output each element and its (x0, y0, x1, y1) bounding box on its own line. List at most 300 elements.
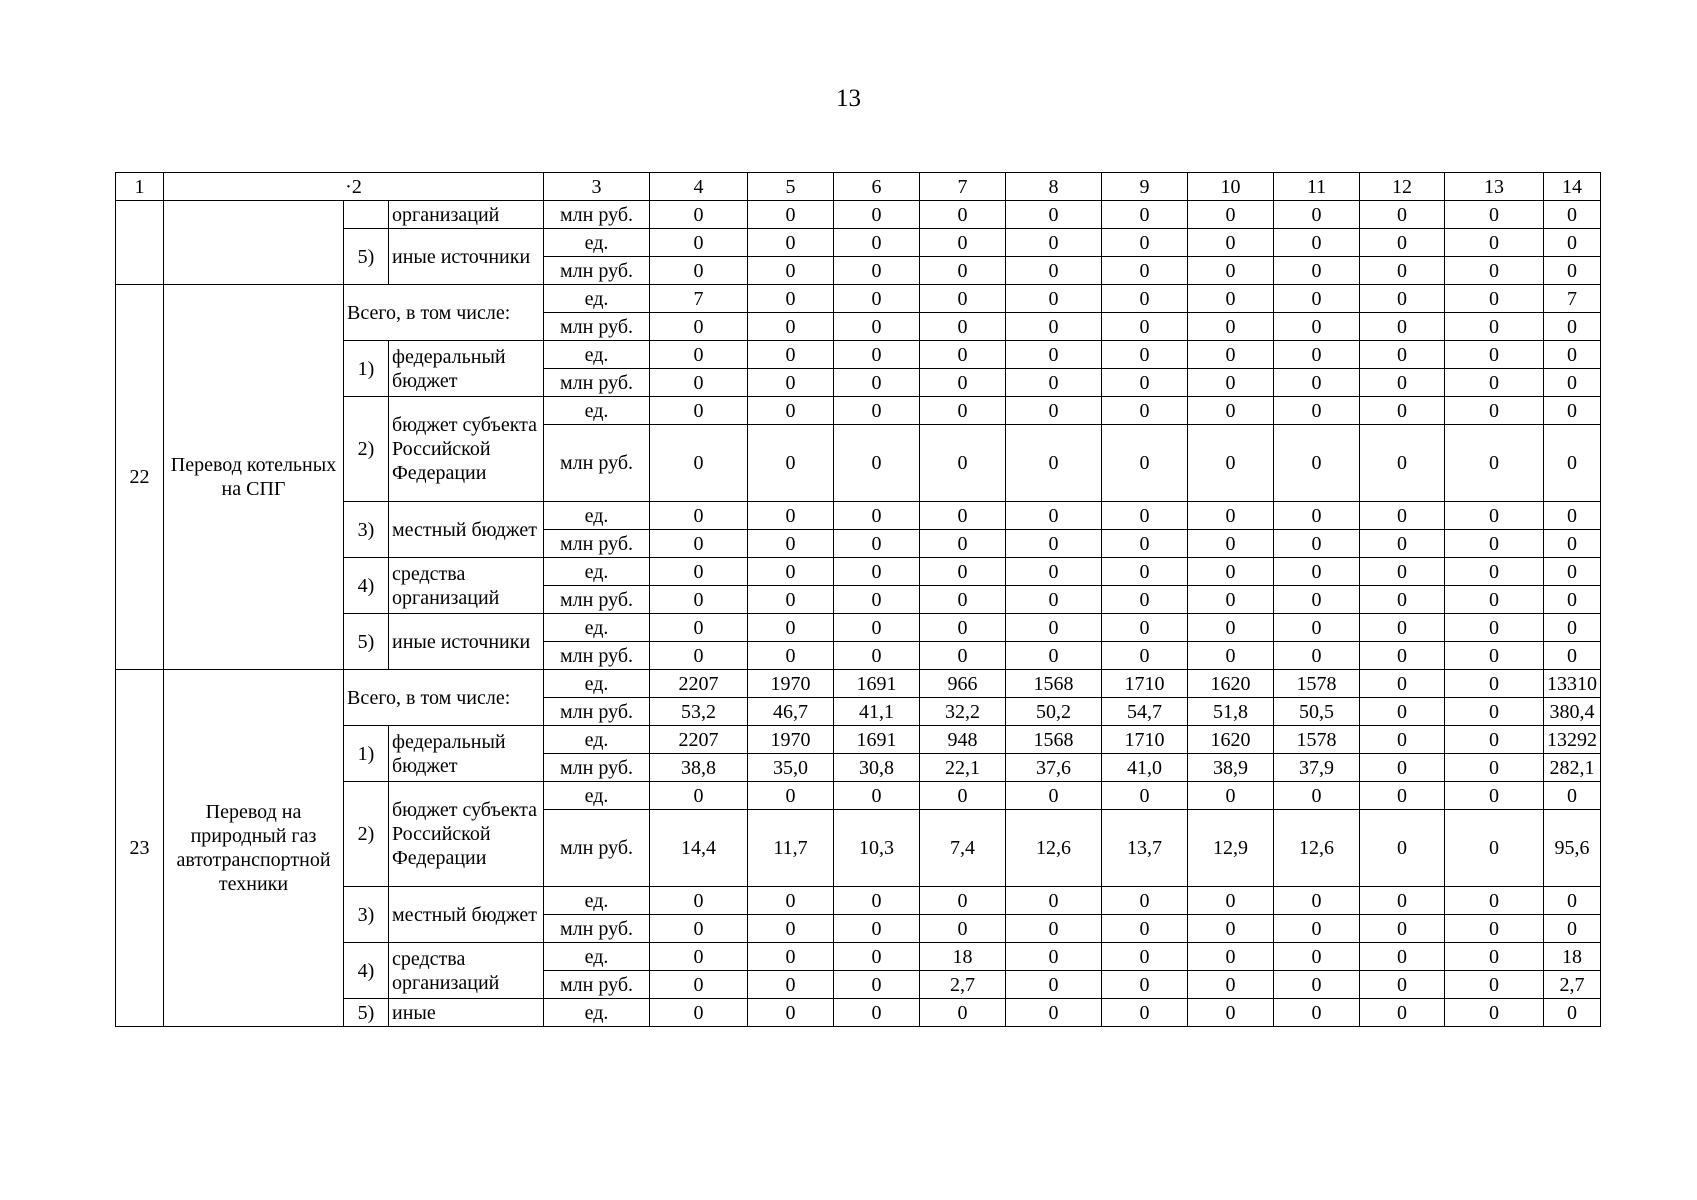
value-cell: 0 (1544, 586, 1601, 614)
value-cell: 0 (1445, 810, 1544, 887)
value-cell: 0 (650, 971, 748, 999)
value-cell: 0 (834, 341, 920, 369)
value-cell: 948 (920, 726, 1006, 754)
value-cell: 0 (1360, 530, 1445, 558)
row-number-cell: 23 (116, 670, 164, 1027)
unit-cell: ед. (544, 614, 650, 642)
value-cell: 1710 (1102, 670, 1188, 698)
unit-cell: млн руб. (544, 698, 650, 726)
value-cell: 0 (1360, 313, 1445, 341)
source-name-cell: организаций (389, 201, 544, 229)
value-cell: 0 (1360, 369, 1445, 397)
column-header: 4 (650, 173, 748, 201)
value-cell: 0 (1274, 201, 1360, 229)
value-cell: 0 (1006, 887, 1102, 915)
value-cell: 0 (1274, 558, 1360, 586)
value-cell: 0 (1006, 229, 1102, 257)
value-cell: 0 (650, 915, 748, 943)
value-cell: 0 (1102, 586, 1188, 614)
value-cell: 0 (920, 397, 1006, 425)
value-cell: 0 (834, 642, 920, 670)
column-header: ·2 (164, 173, 544, 201)
value-cell: 38,9 (1188, 754, 1274, 782)
value-cell: 0 (834, 229, 920, 257)
table-row (116, 285, 1601, 313)
value-cell: 0 (920, 586, 1006, 614)
value-cell: 0 (834, 971, 920, 999)
value-cell: 0 (1544, 782, 1601, 810)
value-cell: 0 (650, 642, 748, 670)
value-cell: 0 (1544, 642, 1601, 670)
value-cell: 0 (650, 614, 748, 642)
value-cell: 0 (1445, 229, 1544, 257)
value-cell: 0 (1360, 425, 1445, 502)
value-cell: 0 (748, 971, 834, 999)
header-row (116, 173, 1601, 201)
value-cell: 1578 (1274, 726, 1360, 754)
total-label-cell: Всего, в том числе: (344, 670, 544, 726)
value-cell: 0 (834, 887, 920, 915)
source-number-cell: 1) (344, 341, 389, 397)
value-cell: 0 (748, 229, 834, 257)
value-cell: 0 (920, 313, 1006, 341)
value-cell: 0 (1360, 502, 1445, 530)
value-cell: 0 (1544, 425, 1601, 502)
value-cell: 41,1 (834, 698, 920, 726)
value-cell: 0 (1544, 614, 1601, 642)
value-cell: 1568 (1006, 670, 1102, 698)
value-cell: 0 (1360, 999, 1445, 1027)
column-header: 11 (1274, 173, 1360, 201)
value-cell: 0 (1544, 229, 1601, 257)
value-cell: 0 (834, 915, 920, 943)
row-number-cell: 22 (116, 285, 164, 670)
value-cell: 0 (1274, 425, 1360, 502)
source-name-cell: иные источники (389, 229, 544, 285)
value-cell: 0 (1102, 341, 1188, 369)
value-cell: 0 (1006, 782, 1102, 810)
value-cell: 0 (834, 530, 920, 558)
unit-cell: млн руб. (544, 915, 650, 943)
column-header: 12 (1360, 173, 1445, 201)
value-cell: 0 (834, 586, 920, 614)
value-cell: 0 (1102, 369, 1188, 397)
value-cell: 14,4 (650, 810, 748, 887)
value-cell: 0 (1445, 425, 1544, 502)
value-cell: 0 (1360, 754, 1445, 782)
unit-cell: ед. (544, 999, 650, 1027)
source-name-cell: федеральный бюджет (389, 726, 544, 782)
unit-cell: млн руб. (544, 530, 650, 558)
value-cell: 0 (1544, 257, 1601, 285)
value-cell: 7,4 (920, 810, 1006, 887)
value-cell: 2207 (650, 726, 748, 754)
value-cell: 0 (1544, 397, 1601, 425)
value-cell: 0 (1544, 502, 1601, 530)
value-cell: 18 (1544, 943, 1601, 971)
value-cell: 0 (1544, 201, 1601, 229)
value-cell: 0 (920, 558, 1006, 586)
value-cell: 0 (1102, 999, 1188, 1027)
value-cell: 0 (1274, 614, 1360, 642)
value-cell: 0 (920, 642, 1006, 670)
value-cell: 0 (1006, 586, 1102, 614)
column-header: 8 (1006, 173, 1102, 201)
value-cell: 0 (920, 887, 1006, 915)
value-cell: 0 (1274, 257, 1360, 285)
value-cell: 0 (1445, 530, 1544, 558)
column-header: 5 (748, 173, 834, 201)
value-cell: 0 (1360, 642, 1445, 670)
value-cell: 0 (920, 999, 1006, 1027)
value-cell: 0 (834, 425, 920, 502)
table-row (116, 201, 1601, 229)
value-cell: 0 (1102, 943, 1188, 971)
value-cell: 1568 (1006, 726, 1102, 754)
value-cell: 0 (748, 502, 834, 530)
value-cell: 0 (1006, 558, 1102, 586)
value-cell: 53,2 (650, 698, 748, 726)
page-number: 13 (836, 85, 861, 112)
value-cell: 13310 (1544, 670, 1601, 698)
value-cell: 0 (1544, 558, 1601, 586)
value-cell: 0 (1360, 285, 1445, 313)
value-cell: 0 (1274, 313, 1360, 341)
source-name-cell: бюджет субъекта Российской Федерации (389, 782, 544, 887)
unit-cell: млн руб. (544, 425, 650, 502)
value-cell: 0 (920, 285, 1006, 313)
value-cell: 0 (1102, 530, 1188, 558)
value-cell: 0 (650, 502, 748, 530)
value-cell: 0 (1006, 614, 1102, 642)
source-name-cell: федеральный бюджет (389, 341, 544, 397)
value-cell: 50,2 (1006, 698, 1102, 726)
value-cell: 380,4 (1544, 698, 1601, 726)
value-cell: 0 (1445, 642, 1544, 670)
unit-cell: ед. (544, 341, 650, 369)
value-cell: 2207 (650, 670, 748, 698)
value-cell: 12,6 (1274, 810, 1360, 887)
value-cell: 0 (650, 257, 748, 285)
value-cell: 0 (650, 341, 748, 369)
value-cell: 0 (1188, 971, 1274, 999)
value-cell: 0 (1188, 642, 1274, 670)
value-cell: 0 (920, 341, 1006, 369)
value-cell: 0 (650, 530, 748, 558)
value-cell: 0 (834, 201, 920, 229)
unit-cell: ед. (544, 782, 650, 810)
unit-cell: млн руб. (544, 754, 650, 782)
unit-cell: млн руб. (544, 369, 650, 397)
value-cell: 0 (1544, 341, 1601, 369)
unit-cell: млн руб. (544, 201, 650, 229)
value-cell: 0 (1544, 313, 1601, 341)
value-cell: 0 (748, 341, 834, 369)
value-cell: 0 (1274, 887, 1360, 915)
value-cell: 0 (834, 397, 920, 425)
value-cell: 0 (1274, 369, 1360, 397)
value-cell: 12,9 (1188, 810, 1274, 887)
value-cell: 0 (650, 313, 748, 341)
source-number-cell: 3) (344, 887, 389, 943)
value-cell: 0 (920, 201, 1006, 229)
value-cell: 0 (920, 229, 1006, 257)
value-cell: 95,6 (1544, 810, 1601, 887)
source-name-cell: средства организаций (389, 558, 544, 614)
value-cell: 10,3 (834, 810, 920, 887)
value-cell: 0 (1360, 887, 1445, 915)
value-cell: 7 (1544, 285, 1601, 313)
value-cell: 0 (834, 257, 920, 285)
unit-cell: млн руб. (544, 810, 650, 887)
unit-cell: млн руб. (544, 642, 650, 670)
value-cell: 0 (1006, 642, 1102, 670)
value-cell: 0 (834, 313, 920, 341)
column-header: 13 (1445, 173, 1544, 201)
value-cell: 0 (1188, 614, 1274, 642)
value-cell: 0 (1445, 558, 1544, 586)
value-cell: 0 (1102, 915, 1188, 943)
value-cell: 0 (748, 425, 834, 502)
value-cell: 1970 (748, 670, 834, 698)
value-cell: 0 (650, 943, 748, 971)
unit-cell: млн руб. (544, 586, 650, 614)
value-cell: 18 (920, 943, 1006, 971)
value-cell: 0 (748, 201, 834, 229)
value-cell: 0 (1006, 313, 1102, 341)
value-cell: 0 (1274, 397, 1360, 425)
value-cell: 0 (1274, 943, 1360, 971)
value-cell: 1578 (1274, 670, 1360, 698)
unit-cell: ед. (544, 558, 650, 586)
value-cell: 0 (1102, 887, 1188, 915)
value-cell: 0 (748, 313, 834, 341)
value-cell: 0 (1445, 257, 1544, 285)
source-number-cell: 5) (344, 614, 389, 670)
value-cell: 0 (1360, 586, 1445, 614)
value-cell: 0 (1360, 257, 1445, 285)
value-cell: 0 (1274, 999, 1360, 1027)
column-header: 3 (544, 173, 650, 201)
value-cell: 0 (1274, 502, 1360, 530)
value-cell: 2,7 (1544, 971, 1601, 999)
value-cell: 0 (1274, 586, 1360, 614)
value-cell: 0 (1445, 313, 1544, 341)
unit-cell: ед. (544, 397, 650, 425)
value-cell: 0 (1445, 201, 1544, 229)
value-cell: 0 (1274, 915, 1360, 943)
value-cell: 0 (748, 257, 834, 285)
value-cell: 0 (1274, 341, 1360, 369)
value-cell: 0 (1188, 229, 1274, 257)
source-name-cell: иные (389, 999, 544, 1027)
value-cell: 0 (1445, 369, 1544, 397)
value-cell: 0 (1188, 530, 1274, 558)
unit-cell: млн руб. (544, 313, 650, 341)
source-name-cell: местный бюджет (389, 502, 544, 558)
value-cell: 0 (1188, 999, 1274, 1027)
value-cell: 51,8 (1188, 698, 1274, 726)
value-cell: 0 (748, 915, 834, 943)
unit-cell: ед. (544, 943, 650, 971)
value-cell: 0 (1360, 915, 1445, 943)
value-cell: 41,0 (1102, 754, 1188, 782)
source-name-cell: средства организаций (389, 943, 544, 999)
table-row (116, 670, 1601, 698)
value-cell: 0 (834, 285, 920, 313)
value-cell: 0 (1544, 999, 1601, 1027)
unit-cell: ед. (544, 285, 650, 313)
unit-cell: ед. (544, 887, 650, 915)
value-cell: 0 (1006, 915, 1102, 943)
value-cell: 0 (920, 530, 1006, 558)
value-cell: 0 (748, 586, 834, 614)
value-cell: 0 (1006, 285, 1102, 313)
value-cell: 0 (1102, 397, 1188, 425)
value-cell: 0 (1102, 642, 1188, 670)
value-cell: 282,1 (1544, 754, 1601, 782)
measure-name-cell: Перевод котельных на СПГ (164, 285, 344, 670)
value-cell: 0 (1102, 285, 1188, 313)
value-cell: 0 (650, 425, 748, 502)
value-cell: 0 (1360, 726, 1445, 754)
source-name-cell: бюджет субъекта Российской Федерации (389, 397, 544, 502)
source-number-cell (344, 201, 389, 229)
value-cell: 966 (920, 670, 1006, 698)
value-cell: 50,5 (1274, 698, 1360, 726)
value-cell: 0 (1188, 586, 1274, 614)
value-cell: 0 (1360, 201, 1445, 229)
value-cell: 30,8 (834, 754, 920, 782)
source-name-cell: иные источники (389, 614, 544, 670)
value-cell: 22,1 (920, 754, 1006, 782)
value-cell: 0 (1274, 971, 1360, 999)
value-cell: 0 (650, 229, 748, 257)
value-cell: 0 (1445, 726, 1544, 754)
value-cell: 54,7 (1102, 698, 1188, 726)
value-cell: 0 (1188, 502, 1274, 530)
row-number-cell (116, 201, 164, 285)
unit-cell: млн руб. (544, 971, 650, 999)
column-header: 7 (920, 173, 1006, 201)
value-cell: 0 (834, 614, 920, 642)
value-cell: 0 (1102, 558, 1188, 586)
total-label-cell: Всего, в том числе: (344, 285, 544, 341)
value-cell: 0 (1544, 887, 1601, 915)
value-cell: 0 (1188, 915, 1274, 943)
measure-name-cell: Перевод на природный газ автотранспортной техники (164, 670, 344, 1027)
unit-cell: ед. (544, 726, 650, 754)
column-header: 14 (1544, 173, 1601, 201)
value-cell: 0 (748, 999, 834, 1027)
value-cell: 0 (1544, 915, 1601, 943)
source-number-cell: 5) (344, 229, 389, 285)
value-cell: 0 (920, 782, 1006, 810)
value-cell: 0 (1445, 782, 1544, 810)
value-cell: 0 (748, 943, 834, 971)
value-cell: 0 (1445, 698, 1544, 726)
value-cell: 0 (1445, 502, 1544, 530)
value-cell: 38,8 (650, 754, 748, 782)
value-cell: 1620 (1188, 670, 1274, 698)
value-cell: 0 (1360, 782, 1445, 810)
value-cell: 0 (1102, 201, 1188, 229)
value-cell: 2,7 (920, 971, 1006, 999)
value-cell: 0 (1006, 530, 1102, 558)
value-cell: 0 (748, 369, 834, 397)
value-cell: 0 (748, 782, 834, 810)
value-cell: 0 (1102, 502, 1188, 530)
value-cell: 0 (1445, 397, 1544, 425)
value-cell: 1970 (748, 726, 834, 754)
value-cell: 0 (1102, 229, 1188, 257)
value-cell: 0 (1360, 810, 1445, 887)
value-cell: 0 (1445, 915, 1544, 943)
value-cell: 0 (1445, 887, 1544, 915)
value-cell: 0 (650, 999, 748, 1027)
value-cell: 0 (1360, 341, 1445, 369)
value-cell: 0 (1006, 201, 1102, 229)
value-cell: 0 (1274, 530, 1360, 558)
value-cell: 0 (650, 397, 748, 425)
value-cell: 0 (1360, 614, 1445, 642)
value-cell: 0 (748, 614, 834, 642)
value-cell: 0 (1544, 530, 1601, 558)
value-cell: 0 (920, 425, 1006, 502)
value-cell: 0 (1360, 558, 1445, 586)
value-cell: 46,7 (748, 698, 834, 726)
value-cell: 0 (1102, 971, 1188, 999)
value-cell: 0 (920, 614, 1006, 642)
value-cell: 0 (1360, 397, 1445, 425)
value-cell: 0 (748, 558, 834, 586)
value-cell: 0 (1544, 369, 1601, 397)
value-cell: 0 (1274, 782, 1360, 810)
value-cell: 0 (748, 887, 834, 915)
value-cell: 0 (1006, 971, 1102, 999)
value-cell: 0 (1360, 670, 1445, 698)
unit-cell: ед. (544, 670, 650, 698)
value-cell: 0 (1188, 943, 1274, 971)
column-header: 6 (834, 173, 920, 201)
value-cell: 0 (1188, 285, 1274, 313)
value-cell: 0 (1188, 425, 1274, 502)
value-cell: 0 (1006, 502, 1102, 530)
value-cell: 0 (834, 502, 920, 530)
value-cell: 0 (1274, 642, 1360, 670)
column-header: 1 (116, 173, 164, 201)
source-number-cell: 5) (344, 999, 389, 1027)
value-cell: 0 (1360, 229, 1445, 257)
column-header: 9 (1102, 173, 1188, 201)
value-cell: 0 (834, 999, 920, 1027)
value-cell: 0 (1006, 341, 1102, 369)
source-number-cell: 1) (344, 726, 389, 782)
value-cell: 0 (1102, 425, 1188, 502)
value-cell: 0 (1188, 782, 1274, 810)
source-name-cell: местный бюджет (389, 887, 544, 943)
value-cell: 0 (1188, 341, 1274, 369)
value-cell: 0 (920, 369, 1006, 397)
value-cell: 1691 (834, 670, 920, 698)
value-cell: 0 (920, 502, 1006, 530)
value-cell: 0 (1274, 229, 1360, 257)
value-cell: 0 (1445, 999, 1544, 1027)
value-cell: 0 (1006, 943, 1102, 971)
value-cell: 0 (1445, 285, 1544, 313)
value-cell: 0 (1188, 313, 1274, 341)
value-cell: 0 (1102, 313, 1188, 341)
